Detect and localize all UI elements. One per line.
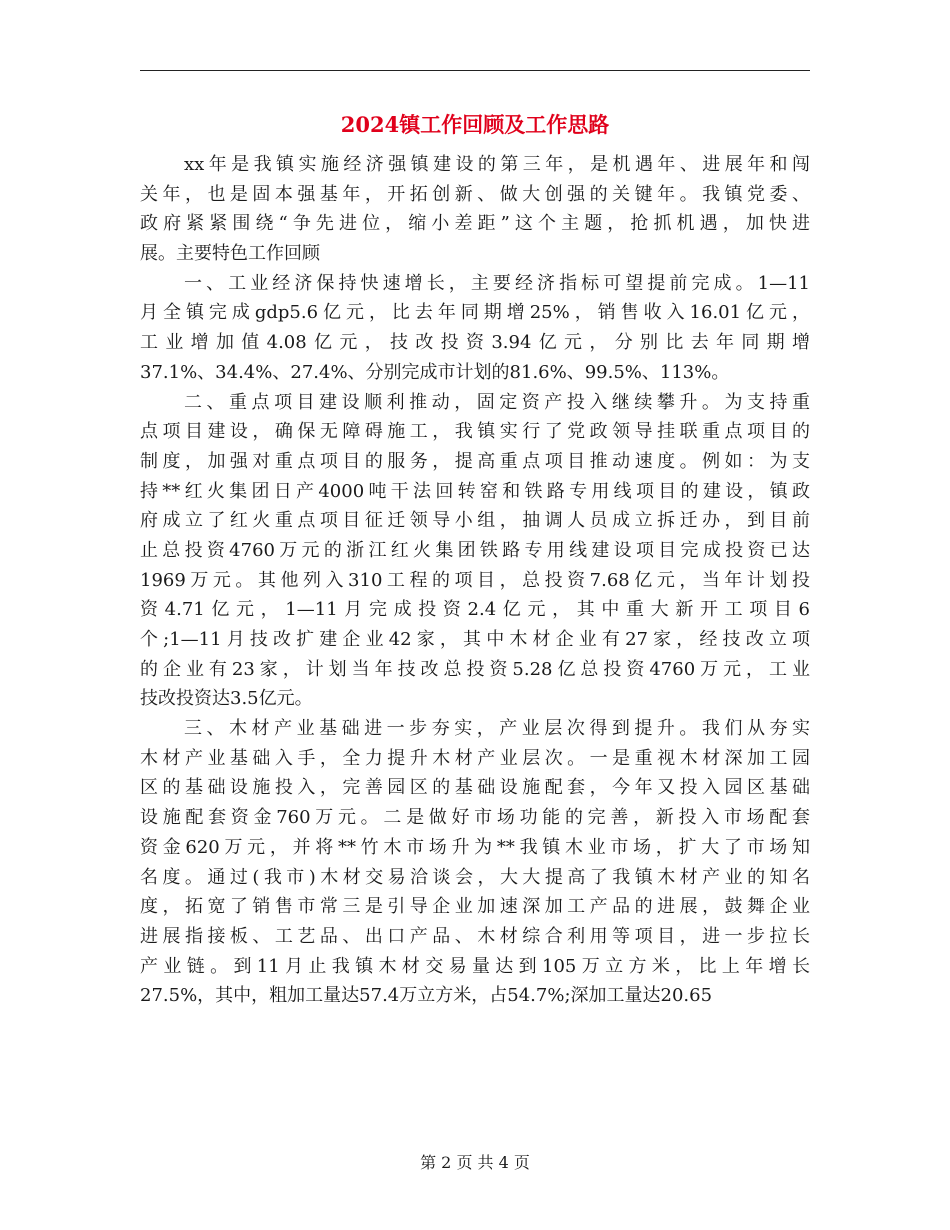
paragraph-line: 名度。通过(我市)木材交易洽谈会，大大提高了我镇木材产业的知名 (140, 866, 810, 888)
paragraph-line: 月全镇完成gdp5.6亿元，比去年同期增25%，销售收入16.01亿元， (140, 302, 810, 324)
paragraph-line: 关年，也是固本强基年，开拓创新、做大创强的关键年。我镇党委、 (140, 183, 810, 205)
paragraph-line: 进展指接板、工艺品、出口产品、木材综合利用等项目，进一步拉长 (140, 925, 810, 947)
paragraph (140, 714, 810, 1011)
paragraph-line: 区的基础设施投入，完善园区的基础设施配套，今年又投入园区基础 (140, 777, 810, 799)
paragraph-line: 展。主要特色工作回顾 (140, 243, 320, 265)
paragraph-line: 止总投资4760万元的浙江红火集团铁路专用线建设项目完成投资已达 (140, 539, 810, 561)
paragraph-line: 技改投资达3.5亿元。 (140, 688, 313, 710)
paragraph-line: 37.1%、34.4%、27.4%、分别完成市计划的81.6%、99.5%、113%。 (140, 361, 730, 383)
document-title: 2024镇工作回顾及工作思路 (340, 112, 610, 137)
page-number-footer: 第 2 页 共 4 页 (420, 1153, 530, 1172)
paragraph (140, 388, 810, 715)
paragraph-line: 资4.71亿元，1—11月完成投资2.4亿元，其中重大新开工项目6 (140, 599, 810, 621)
paragraph-line: 资金620万元，并将**竹木市场升为**我镇木业市场，扩大了市场知 (140, 836, 810, 858)
paragraph-line: 三、木材产业基础进一步夯实，产业层次得到提升。我们从夯实 (184, 718, 810, 740)
paragraph-line: 政府紧紧围绕“争先进位，缩小差距”这个主题，抢抓机遇，加快进 (140, 213, 810, 235)
paragraph-line: 木材产业基础入手，全力提升木材产业层次。一是重视木材深加工园 (140, 747, 810, 769)
paragraph-line: 27.5%，其中，粗加工量达57.4万立方米，占54.7%;深加工量达20.65 (140, 985, 713, 1007)
document-body (140, 150, 810, 1011)
paragraph-line: 持**红火集团日产4000吨干法回转窑和铁路专用线项目的建设，镇政 (140, 480, 810, 502)
paragraph-line: 度，拓宽了销售市常三是引导企业加速深加工产品的进展，鼓舞企业 (140, 896, 810, 918)
paragraph-line: 个;1—11月技改扩建企业42家，其中木材企业有27家，经技改立项 (140, 629, 810, 650)
header-rule (140, 70, 810, 71)
paragraph-line: 工业增加值4.08亿元，技改投资3.94亿元，分别比去年同期增 (140, 332, 810, 354)
paragraph-line: 产业链。到11月止我镇木材交易量达到105万立方米，比上年增长 (140, 955, 810, 977)
paragraph (140, 150, 810, 269)
paragraph-line: 二、重点项目建设顺利推动，固定资产投入继续攀升。为支持重 (184, 391, 810, 413)
paragraph-line: 制度，加强对重点项目的服务，提高重点项目推动速度。例如：为支 (140, 450, 810, 472)
paragraph-line: 府成立了红火重点项目征迁领导小组，抽调人员成立拆迁办，到目前 (140, 510, 810, 532)
paragraph (140, 269, 810, 388)
paragraph-line: 1969万元。其他列入310工程的项目，总投资7.68亿元，当年计划投 (140, 569, 810, 591)
paragraph-line: 一、工业经济保持快速增长，主要经济指标可望提前完成。1—11 (184, 272, 810, 294)
paragraph-line: 点项目建设，确保无障碍施工，我镇实行了党政领导挂联重点项目的 (140, 421, 810, 443)
paragraph-line: 设施配套资金760万元。二是做好市场功能的完善，新投入市场配套 (140, 807, 810, 829)
paragraph-line: xx年是我镇实施经济强镇建设的第三年，是机遇年、进展年和闯 (184, 154, 810, 175)
paragraph-line: 的企业有23家，计划当年技改总投资5.28亿总投资4760万元，工业 (140, 658, 810, 680)
